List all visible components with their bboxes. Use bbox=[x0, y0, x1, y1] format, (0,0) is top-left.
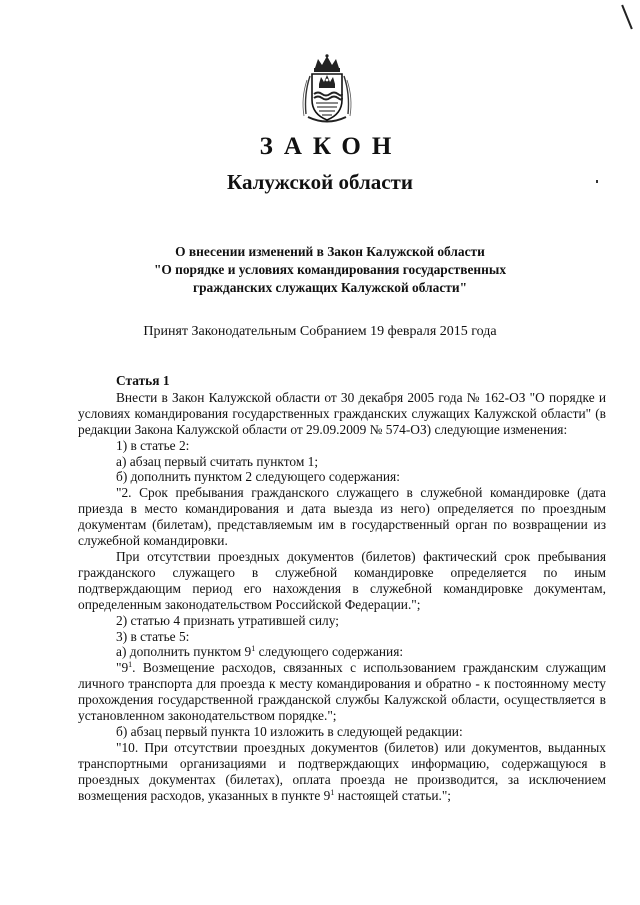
list-item: б) абзац первый пункта 10 изложить в следующей редакции: bbox=[116, 723, 463, 739]
adoption-statement: Принят Законодательным Собранием 19 февраля 2015 года bbox=[143, 324, 497, 339]
text-run: . Возмещение расходов, связанных с использованием гражданским служащим личного транспорта для проезда к месту командирования и обратно - к постоянному месту прохождения государственной гражданской службы Калужской области, осуществляется в установленном законодательством порядке."; bbox=[78, 660, 606, 724]
coat-of-arms-icon bbox=[296, 54, 358, 124]
paragraph: При отсутствии проездных документов (билетов) фактический срок пребывания гражданского служащего в служебной командировке определяется по иным подтверждающим период его нахождения в служебной командировке документам, определенным законодательством Российской Федерации."; bbox=[78, 548, 606, 612]
list-item: 3) в статье 5: bbox=[116, 628, 190, 644]
article-intro: Внести в Закон Калужской области от 30 декабря 2005 года № 162-ОЗ "О порядке и условиях командирования государственных гражданских служащих Калужской области" (в редакции Закона Калужской области от 29.09.2009 № 574-ОЗ) следующие изменения: bbox=[78, 389, 606, 437]
paragraph bbox=[78, 660, 606, 724]
text-run: следующего содержания: bbox=[255, 644, 404, 660]
superscript: 1 bbox=[330, 787, 335, 797]
article-heading: Статья 1 bbox=[116, 373, 170, 388]
paragraph bbox=[78, 740, 606, 804]
paragraph: "2. Срок пребывания гражданского служащего в служебной командировке (дата приезда в место командирования и дата выезда из него) определяется по проездным документам (билетам), представляемым им в государственный орган по возвращении из служебной командировки. bbox=[78, 485, 606, 549]
issuing-region: Калужской области bbox=[227, 170, 413, 194]
law-body bbox=[78, 373, 606, 803]
law-subject-line: "О порядке и условиях командирования государственных bbox=[153, 262, 507, 277]
document-type: ЗАКОН bbox=[259, 133, 403, 160]
list-item: б) дополнить пунктом 2 следующего содержания: bbox=[116, 469, 400, 485]
law-subject-line: О внесении изменений в Закон Калужской области bbox=[175, 244, 485, 259]
superscript: 1 bbox=[251, 644, 256, 654]
scan-artifact bbox=[621, 5, 633, 30]
superscript: 1 bbox=[128, 660, 133, 670]
list-item: 1) в статье 2: bbox=[116, 437, 190, 453]
list-item: а) абзац первый считать пунктом 1; bbox=[116, 453, 319, 469]
list-item: 2) статью 4 признать утратившей силу; bbox=[116, 612, 339, 628]
law-subject bbox=[150, 243, 510, 297]
text-run: "9 bbox=[116, 660, 129, 676]
text-run: "10. При отсутствии проездных документов (билетов) или документов, выданных транспортными организациями и подтверждающих информацию, содержащуюся в проездных документах (билетах), оплата проезда не производится, за исключением возмещения расходов, указанных в пункте 9 bbox=[78, 739, 606, 803]
text-run: а) дополнить пунктом 9 bbox=[116, 644, 252, 660]
list-item bbox=[78, 644, 606, 660]
text-run: настоящей статьи."; bbox=[334, 787, 452, 803]
law-subject-line: гражданских служащих Калужской области" bbox=[193, 280, 467, 295]
